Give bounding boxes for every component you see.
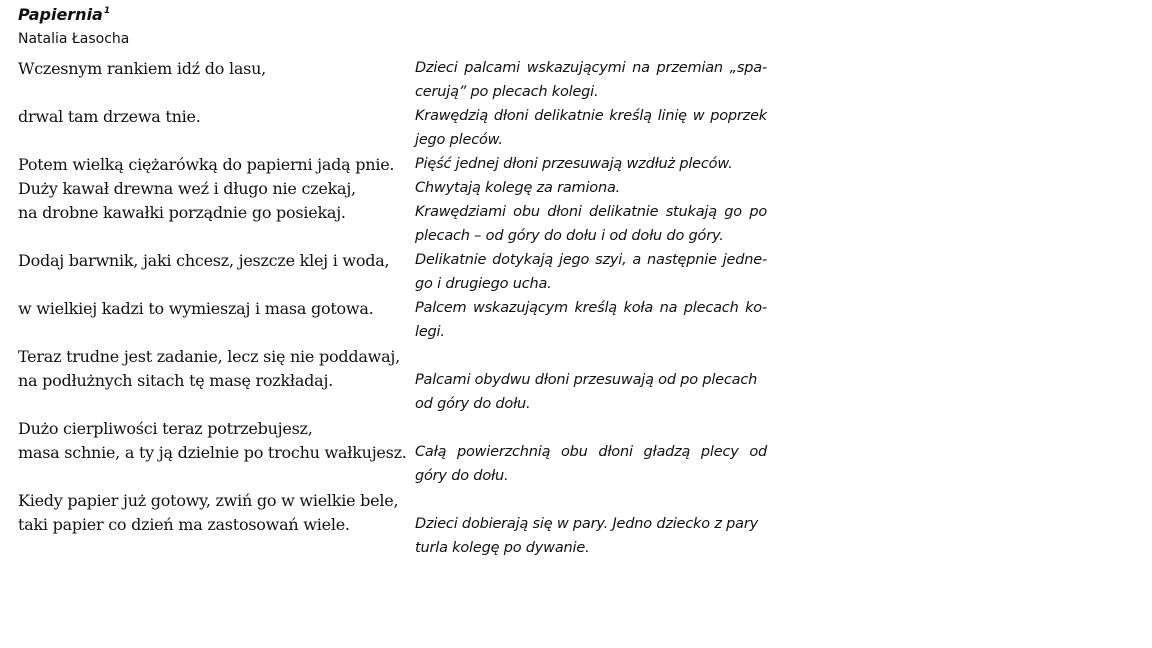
poem-row xyxy=(18,104,778,128)
poem-verse-line: Dużo cierpliwości teraz potrzebujesz, xyxy=(18,418,313,438)
poem-verse-line: Wczesnym rankiem idź do lasu, xyxy=(18,58,266,78)
poem-row xyxy=(18,176,778,200)
poem-row xyxy=(18,80,778,104)
poem-row xyxy=(18,512,778,536)
poem-instruction-line: Całą powierzchnią obu dłoni gładzą plecy od xyxy=(415,444,767,460)
poem-verse-line: na podłużnych sitach tę masę rozkładaj. xyxy=(18,370,333,390)
poem-instruction-line: plecach – od góry do dołu i od dołu do góry. xyxy=(415,228,724,244)
poem-verse-line: Teraz trudne jest zadanie, lecz się nie poddawaj, xyxy=(18,346,400,366)
poem-title xyxy=(18,6,778,28)
poem-row xyxy=(18,152,778,176)
poem-row xyxy=(18,392,778,416)
poem-instruction-line: Delikatnie dotykają jego szyi, a następnie jedne- xyxy=(415,252,767,268)
poem-row xyxy=(18,224,778,248)
poem-row xyxy=(18,368,778,392)
poem-row xyxy=(18,272,778,296)
poem-verse-line: drwal tam drzewa tnie. xyxy=(18,106,201,126)
poem-instruction-line: go i drugiego ucha. xyxy=(415,276,552,292)
poem-verse-line: Potem wielką ciężarówką do papierni jadą pnie. xyxy=(18,154,395,174)
poem-verse-line: Dodaj barwnik, jaki chcesz, jeszcze klej i woda, xyxy=(18,250,390,270)
poem-rows xyxy=(18,56,778,560)
poem-row xyxy=(18,440,778,464)
poem-instruction-line: Krawędzią dłoni delikatnie kreślą linię w poprzek xyxy=(415,108,767,124)
poem-instruction-line: Palcami obydwu dłoni przesuwają od po plecach xyxy=(415,372,758,388)
poem-instruction-line: cerują” po plecach kolegi. xyxy=(415,84,599,100)
poem-instruction-line: od góry do dołu. xyxy=(415,396,531,412)
document xyxy=(18,0,778,560)
poem-verse-line: Duży kawał drewna weź i długo nie czekaj, xyxy=(18,178,356,198)
poem-instruction-line: turla kolegę po dywanie. xyxy=(415,540,590,556)
poem-verse-line: taki papier co dzień ma zastosowań wiele. xyxy=(18,514,350,534)
footnote-ref: 1 xyxy=(103,6,111,16)
poem-instruction-line: Krawędziami obu dłoni delikatnie stukają go po xyxy=(415,204,767,220)
poem-verse-line: masa schnie, a ty ją dzielnie po trochu wałkujesz. xyxy=(18,442,407,462)
poem-instruction-line: legi. xyxy=(415,324,445,340)
poem-instruction-line: Palcem wskazującym kreślą koła na plecach ko- xyxy=(415,300,767,316)
poem-verse-line: Kiedy papier już gotowy, zwiń go w wielkie bele, xyxy=(18,490,399,510)
poem-row xyxy=(18,536,778,560)
poem-row xyxy=(18,296,778,320)
poem-instruction-line: Dzieci dobierają się w pary. Jedno dziecko z pary xyxy=(415,516,758,532)
poem-row xyxy=(18,320,778,344)
poem-row xyxy=(18,464,778,488)
poem-instruction-line: Chwytają kolegę za ramiona. xyxy=(415,180,621,196)
poem-verse-line: w wielkiej kadzi to wymieszaj i masa gotowa. xyxy=(18,298,374,318)
poem-row xyxy=(18,128,778,152)
poem-verse-line: na drobne kawałki porządnie go posiekaj. xyxy=(18,202,346,222)
poem-instruction-line: Dzieci palcami wskazującymi na przemian „spa- xyxy=(415,60,767,76)
poem-row xyxy=(18,56,778,80)
poem-title-text: Papiernia xyxy=(18,5,103,24)
poem-instruction-line: jego pleców. xyxy=(415,132,503,148)
poem-row xyxy=(18,488,778,512)
poem-row xyxy=(18,248,778,272)
poem-row xyxy=(18,416,778,440)
poem-row xyxy=(18,344,778,368)
poem-instruction-line: Pięść jednej dłoni przesuwają wzdłuż pleców. xyxy=(415,156,733,172)
poem-instruction-line: góry do dołu. xyxy=(415,468,509,484)
poem-row xyxy=(18,200,778,224)
poem-author: Natalia Łasocha xyxy=(18,31,130,47)
